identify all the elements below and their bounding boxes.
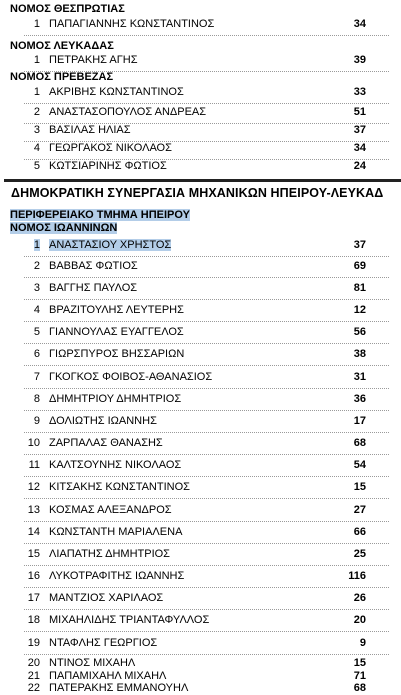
candidate-name: ΚΟΣΜΑΣ ΑΛΕΞΑΝΔΡΟΣ (49, 504, 172, 516)
section-heading-ioannina: ΝΟΜΟΣ ΙΩΑΝΝΙΝΩΝ (10, 222, 118, 234)
candidate-name: ΓΙΑΝΝΟΥΛΑΣ ΕΥΑΓΓΕΛΟΣ (49, 326, 184, 338)
candidate-row (0, 158, 401, 178)
candidate-number (14, 237, 40, 253)
row-divider (24, 587, 389, 588)
row-divider (24, 654, 389, 655)
candidate-name: ΔΗΜΗΤΡΙΟΥ ΔΗΜΗΤΡΙΟΣ (49, 393, 182, 405)
row-divider (24, 256, 389, 257)
candidate-number: 3 (33, 124, 40, 136)
candidate-name: ΝΤΙΝΟΣ ΜΙΧΑΗΛ (49, 657, 136, 669)
row-divider (24, 35, 389, 36)
candidate-number: 19 (27, 637, 40, 649)
candidate-name: ΒΑΓΓΗΣ ΠΑΥΛΟΣ (49, 282, 138, 294)
candidate-row (0, 612, 401, 632)
candidate-number: 20 (27, 657, 40, 669)
candidate-name: ΖΑΡΠΑΛΑΣ ΘΑΝΑΣΗΣ (49, 437, 163, 449)
candidate-name: ΑΝΑΣΤΑΣΟΠΟΥΛΟΣ ΑΝΔΡΕΑΣ (49, 106, 207, 118)
candidate-votes: 12 (353, 304, 366, 316)
candidate-row (0, 457, 401, 477)
candidate-name: ΒΡΑΖΙΤΟΥΛΗΣ ΛΕΥΤΕΡΗΣ (49, 304, 184, 316)
candidate-row (0, 413, 401, 433)
region-heading-wrap (10, 209, 190, 221)
section-heading-lefkada: ΝΟΜΟΣ ΛΕΥΚΑΔΑΣ (10, 40, 114, 52)
candidate-votes: 34 (353, 18, 366, 30)
candidate-votes: 68 (353, 682, 366, 694)
candidate-name: ΚΑΛΤΣΟΥΝΗΣ ΝΙΚΟΛΑΟΣ (49, 459, 182, 471)
candidate-row (0, 502, 401, 522)
candidate-number: 4 (33, 142, 40, 154)
party-title: ΔΗΜΟΚΡΑΤΙΚΗ ΣΥΝΕΡΓΑΣΙΑ ΜΗΧΑΝΙΚΩΝ ΗΠΕΙΡΟΥ-ΛΕΥΚΑΔ (11, 186, 384, 200)
candidate-number: 13 (27, 504, 40, 516)
candidate-name: ΑΚΡΙΒΗΣ ΚΩΝΣΤΑΝΤΙΝΟΣ (49, 86, 184, 98)
candidate-votes: 51 (353, 106, 366, 118)
candidate-number: 4 (33, 304, 40, 316)
candidate-name: ΠΕΤΡΑΚΗΣ ΑΓΗΣ (49, 54, 138, 66)
candidate-votes: 81 (353, 282, 366, 294)
candidate-name: ΛΥΚΟΤΡΑΦΙΤΗΣ ΙΩΑΝΝΗΣ (49, 570, 185, 582)
candidate-votes: 56 (353, 326, 366, 338)
candidate-row (0, 280, 401, 300)
candidate-name: ΠΑΠΑΜΙΧΑΗΛ ΜΙΧΑΗΛ (49, 670, 167, 682)
candidate-votes: 68 (353, 437, 366, 449)
candidate-votes: 27 (353, 504, 366, 516)
row-divider (24, 321, 389, 322)
candidate-name: ΓΙΩΡΣΠΥΡΟΣ ΒΗΣΣΑΡΙΩΝ (49, 348, 185, 360)
candidate-number: 9 (33, 415, 40, 427)
candidate-number: 10 (27, 437, 40, 449)
candidate-votes: 54 (353, 459, 366, 471)
candidate-row (0, 435, 401, 455)
candidate-votes: 66 (353, 526, 366, 538)
candidate-name: ΜΑΝΤΖΙΟΣ ΧΑΡΙΛΑΟΣ (49, 592, 164, 604)
candidate-name: ΜΙΧΑΗΛΙΔΗΣ ΤΡΙΑΝΤΑΦΥΛΛΟΣ (49, 614, 210, 626)
candidate-row (0, 84, 401, 104)
candidate-row (0, 546, 401, 566)
candidate-row (0, 369, 401, 389)
candidate-votes: 9 (359, 637, 366, 649)
row-divider (24, 388, 389, 389)
candidate-name: ΚΙΤΣΑΚΗΣ ΚΩΝΣΤΑΝΤΙΝΟΣ (49, 481, 190, 493)
candidate-row (0, 258, 401, 278)
candidate-row (0, 140, 401, 160)
candidate-votes: 36 (353, 393, 366, 405)
candidate-votes: 31 (353, 371, 366, 383)
candidate-votes: 116 (348, 570, 366, 582)
candidate-votes: 15 (353, 657, 366, 669)
candidate-number: 7 (33, 371, 40, 383)
candidate-votes: 20 (353, 614, 366, 626)
candidate-row (0, 635, 401, 655)
section-heading-ioannina-wrap (10, 222, 117, 234)
candidate-number: 2 (33, 260, 40, 272)
candidate-name-text: ΑΝΑΣΤΑΣΙΟΥ ΧΡΗΣΤΟΣ (49, 239, 172, 251)
candidate-name (49, 237, 171, 253)
row-divider (24, 498, 389, 499)
row-divider (24, 476, 389, 477)
candidate-row (0, 346, 401, 366)
candidate-name: ΠΑΠΑΓΙΑΝΝΗΣ ΚΩΝΣΤΑΝΤΙΝΟΣ (49, 18, 215, 30)
candidate-name: ΛΙΑΠΑΤΗΣ ΔΗΜΗΤΡΙΟΣ (49, 548, 170, 560)
candidate-number: 15 (27, 548, 40, 560)
candidate-name: ΒΑΣΙΛΑΣ ΗΛΙΑΣ (49, 124, 131, 136)
candidate-votes: 38 (353, 348, 366, 360)
candidate-number: 21 (27, 670, 40, 682)
candidate-votes: 24 (353, 160, 366, 172)
candidate-number: 5 (33, 160, 40, 172)
candidate-number: 6 (33, 348, 40, 360)
candidate-number: 2 (33, 106, 40, 118)
section-heading-preveza: ΝΟΜΟΣ ΠΡΕΒΕΖΑΣ (10, 71, 114, 83)
candidate-row (0, 657, 401, 670)
candidate-row (0, 524, 401, 544)
candidate-name: ΠΑΤΕΡΑΚΗΣ ΕΜΜΑΝΟΥΗΛ (49, 682, 189, 694)
candidate-number: 1 (33, 86, 40, 98)
candidate-row (0, 682, 401, 695)
row-divider (24, 432, 389, 433)
section-heading-thesprotia: ΝΟΜΟΣ ΘΕΣΠΡΩΤΙΑΣ (10, 3, 125, 15)
candidate-votes: 25 (353, 548, 366, 560)
candidate-name: ΚΩΤΣΙΑΡΙΝΗΣ ΦΩΤΙΟΣ (49, 160, 167, 172)
candidate-votes: 33 (353, 86, 366, 98)
candidate-number: 3 (33, 282, 40, 294)
candidate-row (0, 391, 401, 411)
candidate-votes: 37 (353, 124, 366, 136)
candidate-number: 11 (28, 459, 40, 471)
candidate-number: 22 (27, 682, 40, 694)
candidate-row (0, 324, 401, 344)
row-divider (24, 565, 389, 566)
row-divider (24, 543, 389, 544)
candidate-row (0, 590, 401, 610)
candidate-number: 16 (27, 570, 40, 582)
candidate-row (0, 302, 401, 322)
candidate-row (0, 16, 401, 36)
candidate-votes: 15 (353, 481, 366, 493)
candidate-row (0, 568, 401, 588)
candidate-row (0, 52, 401, 72)
candidate-name: ΔΟΛΙΩΤΗΣ ΙΩΑΝΝΗΣ (49, 415, 157, 427)
row-divider (24, 277, 389, 278)
candidate-votes: 69 (353, 260, 366, 272)
row-divider (24, 454, 389, 455)
candidate-number: 17 (27, 592, 40, 604)
candidate-votes: 71 (353, 670, 366, 682)
candidate-number: 12 (27, 481, 40, 493)
candidate-number: 5 (33, 326, 40, 338)
candidate-number: 8 (33, 393, 40, 405)
candidate-number: 14 (27, 526, 40, 538)
candidate-name: ΚΩΝΣΤΑΝΤΗ ΜΑΡΙΑΛΕΝΑ (49, 526, 183, 538)
row-divider (24, 521, 389, 522)
candidate-row (0, 670, 401, 682)
candidate-row (0, 237, 401, 257)
candidate-number: 1 (33, 18, 40, 30)
row-divider (24, 609, 389, 610)
row-divider (24, 365, 389, 366)
candidate-votes: 34 (353, 142, 366, 154)
candidate-name: ΝΤΑΦΛΗΣ ΓΕΩΡΓΙΟΣ (49, 637, 158, 649)
region-heading: ΠΕΡΙΦΕΡΕΙΑΚΟ ΤΜΗΜΑ ΗΠΕΙΡΟΥ (10, 209, 190, 221)
candidate-name: ΒΑΒΒΑΣ ΦΩΤΙΟΣ (49, 260, 138, 272)
candidate-votes: 37 (353, 239, 366, 251)
candidate-number: 1 (33, 54, 40, 66)
row-divider (24, 631, 389, 632)
candidate-votes: 39 (353, 54, 366, 66)
candidate-number-text: 1 (33, 239, 40, 251)
candidate-name: ΓΕΩΡΓΑΚΟΣ ΝΙΚΟΛΑΟΣ (49, 142, 172, 154)
candidate-number: 18 (27, 614, 40, 626)
candidate-name: ΓΚΟΓΚΟΣ ΦΟΙΒΟΣ-ΑΘΑΝΑΣΙΟΣ (49, 371, 213, 383)
candidate-row (0, 104, 401, 124)
candidate-votes: 26 (353, 592, 366, 604)
candidate-votes: 17 (353, 415, 366, 427)
section-divider (4, 179, 401, 182)
row-divider (24, 410, 389, 411)
candidate-row (0, 122, 401, 142)
row-divider (24, 343, 389, 344)
row-divider (24, 299, 389, 300)
candidate-row (0, 479, 401, 499)
